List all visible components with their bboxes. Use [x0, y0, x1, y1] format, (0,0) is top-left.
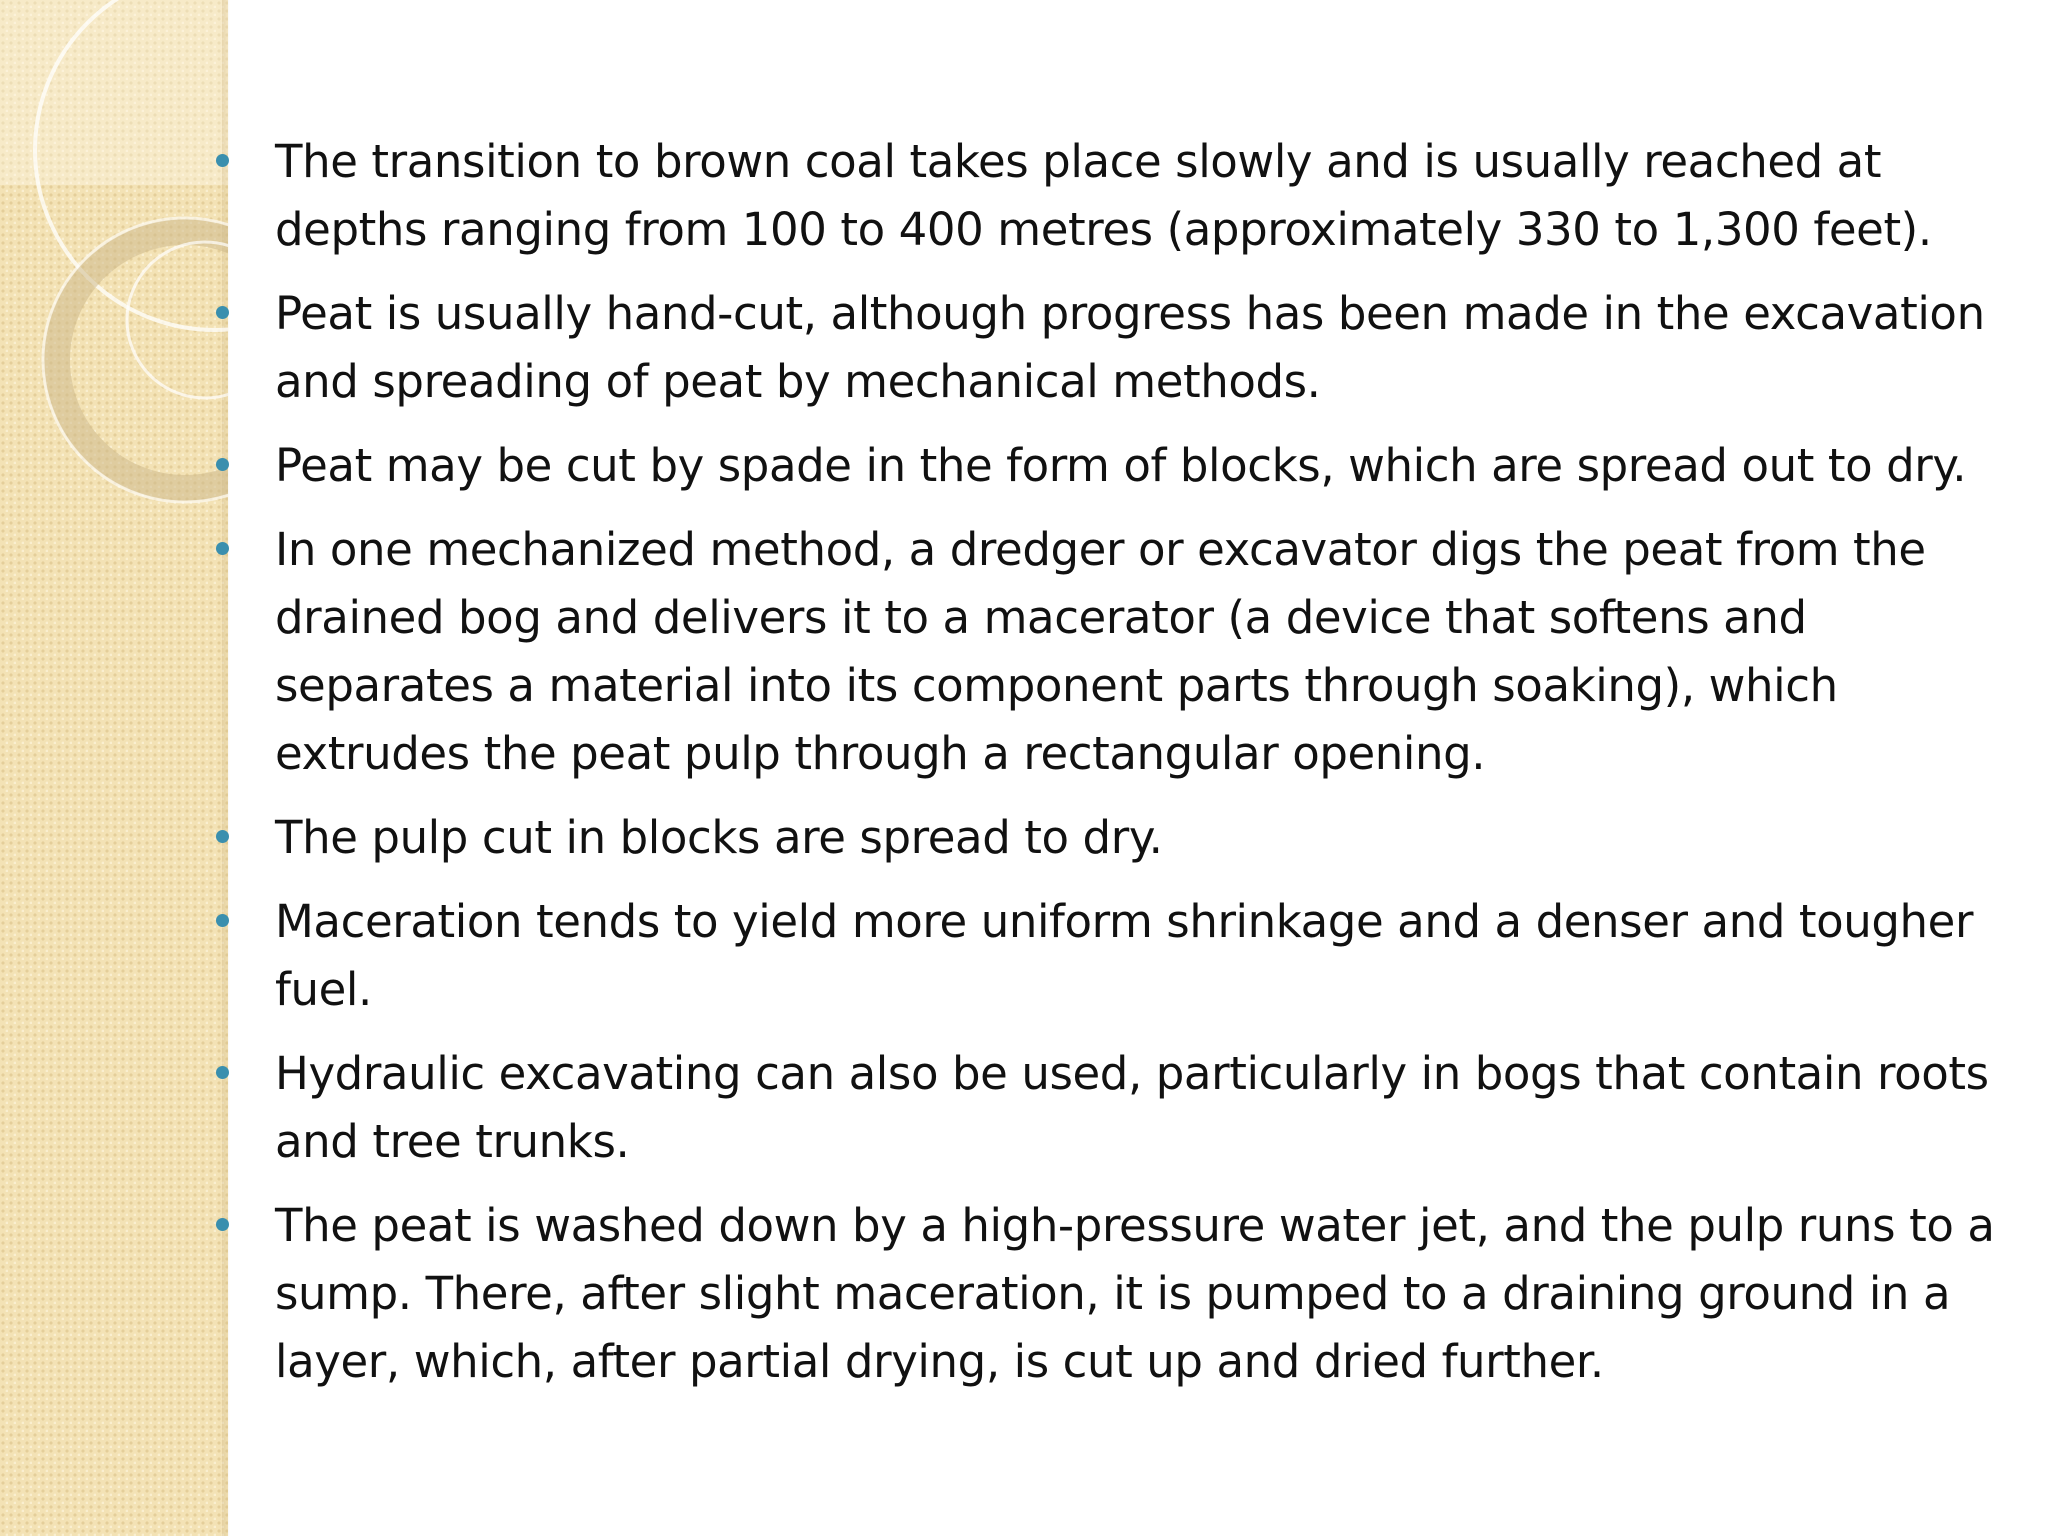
- bullet-item: [205, 1040, 2005, 1176]
- bullet-dot-icon: [216, 306, 229, 319]
- slide-content: [205, 128, 2005, 1412]
- bullet-dot-icon: [216, 1066, 229, 1079]
- decorative-ring-large: [35, 0, 228, 330]
- bullet-dot-icon: [216, 154, 229, 167]
- bullet-text: The pulp cut in blocks are spread to dry.: [275, 811, 1163, 864]
- bullet-dot-icon: [216, 914, 229, 927]
- bullet-text: In one mechanized method, a dredger or excavator digs the peat from the drained bog and delivers it to a macerator (a device that softens and separates a material into its component parts through soaking), which extrudes the peat pulp through a rectangular opening.: [275, 523, 1926, 780]
- bullet-text: Hydraulic excavating can also be used, particularly in bogs that contain roots and tree trunks.: [275, 1047, 1989, 1168]
- bullet-text: Maceration tends to yield more uniform shrinkage and a denser and tougher fuel.: [275, 895, 1974, 1016]
- bullet-text: The transition to brown coal takes place slowly and is usually reached at depths ranging from 100 to 400 metres (approximately 330 to 1,300 feet).: [275, 135, 1932, 256]
- bullet-dot-icon: [216, 458, 229, 471]
- bullet-item: [205, 804, 2005, 872]
- bullet-text: Peat is usually hand-cut, although progress has been made in the excavation and spreading of peat by mechanical methods.: [275, 287, 1985, 408]
- bullet-text: The peat is washed down by a high-pressure water jet, and the pulp runs to a sump. There, after slight maceration, it is pumped to a draining ground in a layer, which, after partial drying, is cut up and dried further.: [275, 1199, 1995, 1388]
- bullet-dot-icon: [216, 542, 229, 555]
- bullet-text: Peat may be cut by spade in the form of blocks, which are spread out to dry.: [275, 439, 1967, 492]
- bullet-dot-icon: [216, 1218, 229, 1231]
- bullet-item: [205, 516, 2005, 788]
- bullet-item: [205, 280, 2005, 416]
- bullet-item: [205, 888, 2005, 1024]
- decorative-ring-medium: [57, 232, 228, 488]
- bullet-dot-icon: [216, 830, 229, 843]
- bullet-item: [205, 1192, 2005, 1396]
- bullet-item: [205, 128, 2005, 264]
- bullet-list: [205, 128, 2005, 1396]
- bullet-item: [205, 432, 2005, 500]
- decorative-circles: [0, 0, 228, 520]
